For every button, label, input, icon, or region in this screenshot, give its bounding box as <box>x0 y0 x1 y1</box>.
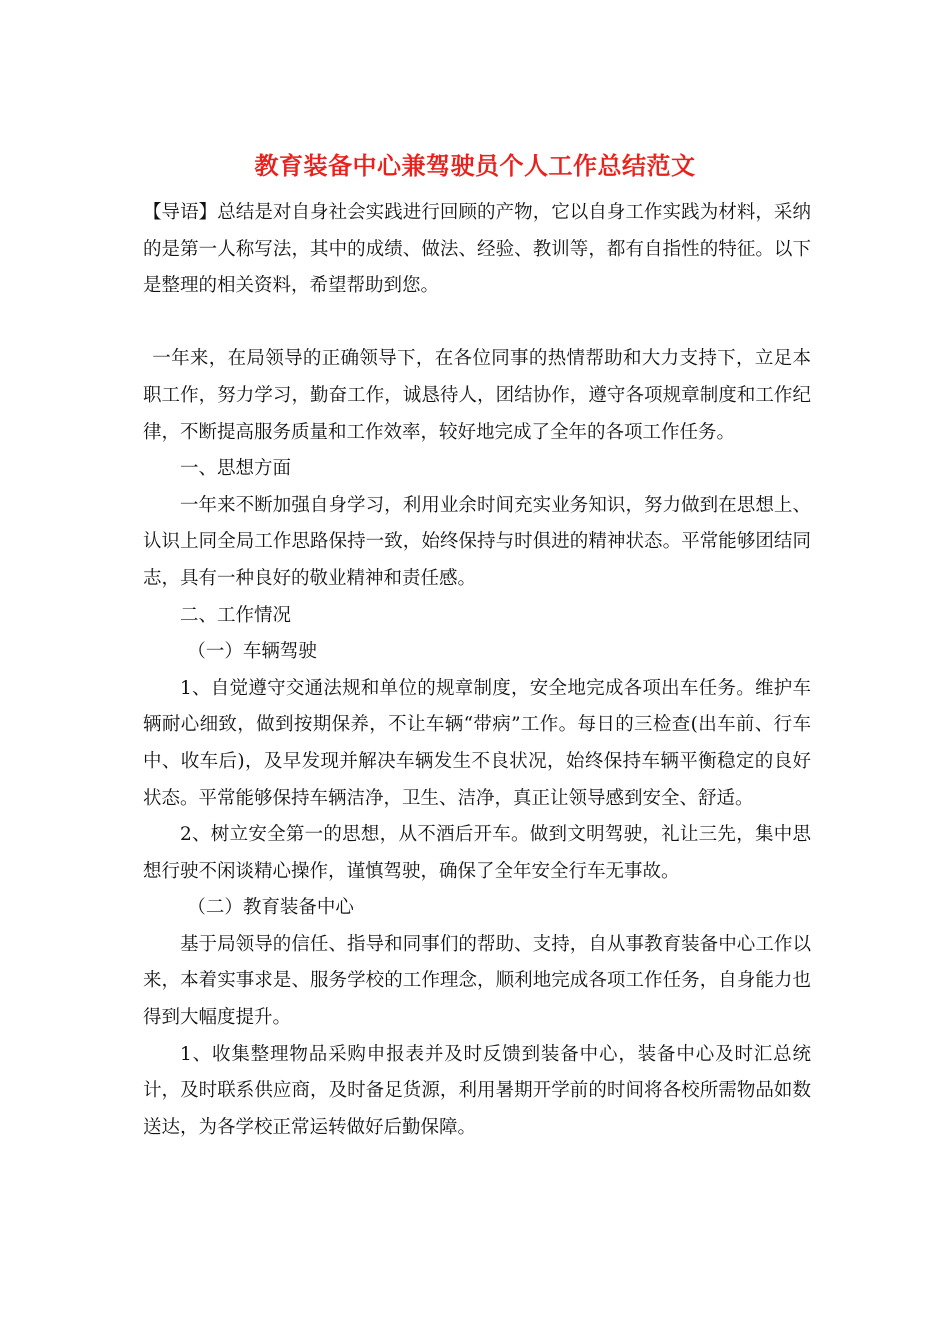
document-body <box>143 195 811 1146</box>
driving-item-1: 1、自觉遵守交通法规和单位的规章制度，安全地完成各项出车任务。维护车辆耐心细致，做到按期保养，不让车辆“带病”工作。每日的三检查(出车前、行车中、收车后)，及早发现并解决车辆发生不良状况，始终保持车辆平衡稳定的良好状态。平常能够保持车辆洁净，卫生、洁净，真正让领导感到安全、舒适。 <box>143 677 811 809</box>
subsection-heading-driving: （一）车辆驾驶 <box>187 641 317 663</box>
equipment-item-1: 1、收集整理物品采购申报表并及时反馈到装备中心，装备中心及时汇总统计，及时联系供应商，及时备足货源，利用暑期开学前的时间将各校所需物品如数送达，为各学校正常运转做好后勤保障。 <box>143 1043 811 1138</box>
intro-paragraph: 【导语】总结是对自身社会实践进行回顾的产物，它以自身工作实践为材料，采纳的是第一人称写法，其中的成绩、做法、经验、教训等，都有自指性的特征。以下是整理的相关资料，希望帮助到您。 <box>143 202 811 297</box>
opening-paragraph: 一年来，在局领导的正确领导下，在各位同事的热情帮助和大力支持下，立足本职工作，努力学习，勤奋工作，诚恳待人，团结协作，遵守各项规章制度和工作纪律，不断提高服务质量和工作效率，较好地完成了全年的各项工作任务。 <box>143 348 811 443</box>
document-title: 教育装备中心兼驾驶员个人工作总结范文 <box>254 151 696 180</box>
driving-item-2: 2、树立安全第一的思想，从不酒后开车。做到文明驾驶，礼让三先，集中思想行驶不闲谈精心操作，谨慎驾驶，确保了全年安全行车无事故。 <box>143 824 811 882</box>
blank-line <box>143 305 811 342</box>
section-heading-thought: 一、思想方面 <box>180 458 292 480</box>
equipment-paragraph: 基于局领导的信任、指导和同事们的帮助、支持，自从事教育装备中心工作以来，本着实事求是、服务学校的工作理念，顺利地完成各项工作任务，自身能力也得到大幅度提升。 <box>143 933 811 1029</box>
section-paragraph-thought: 一年来不断加强自身学习，利用业余时间充实业务知识，努力做到在思想上、认识上同全局工作思路保持一致，始终保持与时俱进的精神状态。平常能够团结同志，具有一种良好的敬业精神和责任感。 <box>143 494 811 589</box>
section-heading-work: 二、工作情况 <box>180 604 292 626</box>
subsection-heading-equipment: （二）教育装备中心 <box>187 897 354 919</box>
